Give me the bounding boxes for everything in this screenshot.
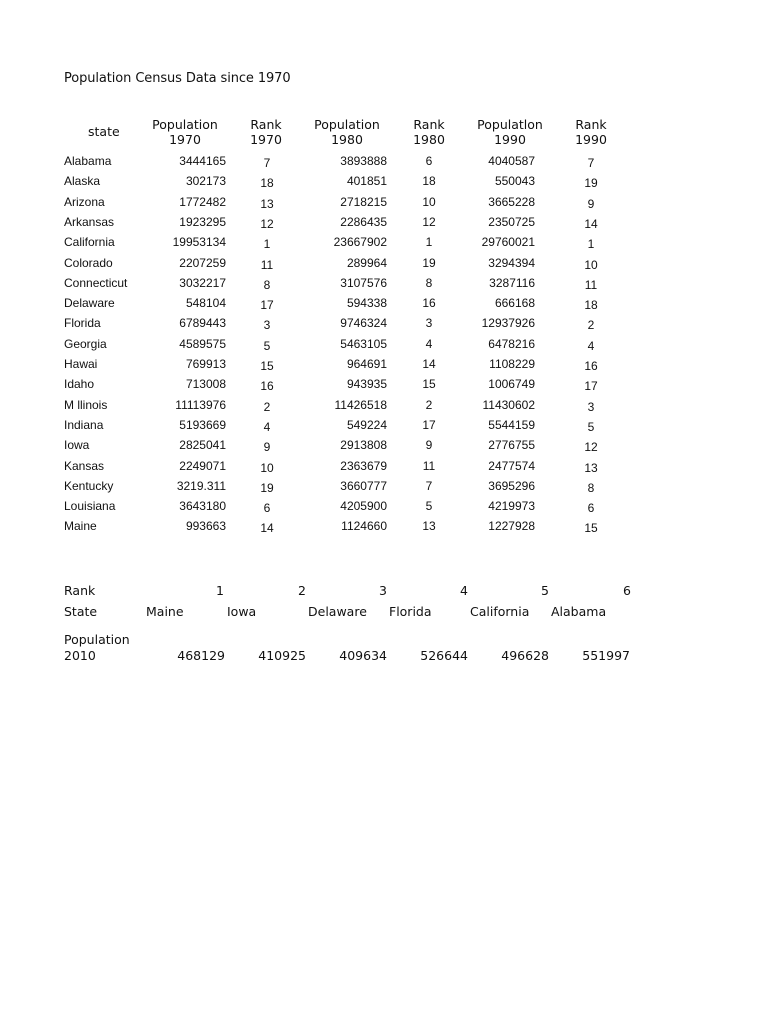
population-1980-cell: 11426518 xyxy=(334,397,387,412)
rank-1990-cell: 7 xyxy=(587,156,595,170)
population-1970-cell: 6789443 xyxy=(179,316,226,331)
population-1980-cell: 4205900 xyxy=(340,499,387,514)
state-cell: Colorado xyxy=(64,255,113,270)
rank-1980-cell: 2 xyxy=(425,397,433,412)
population-1970-cell: 2249071 xyxy=(179,458,226,473)
rank-value: 4 xyxy=(460,583,468,598)
header-population-1970: Population 1970 xyxy=(152,117,218,147)
rank-1990-cell: 11 xyxy=(584,277,598,292)
rank-1990-cell: 18 xyxy=(584,298,598,313)
table-row xyxy=(0,296,768,316)
table-row xyxy=(0,256,768,276)
rank-1970-cell: 5 xyxy=(263,338,271,353)
population-1970-cell: 1772482 xyxy=(179,194,226,209)
population-1990-cell: 2350725 xyxy=(488,214,535,229)
rank-1980-cell: 14 xyxy=(422,357,436,371)
rank-1970-cell: 19 xyxy=(260,480,274,495)
population-1990-cell: 12937926 xyxy=(481,316,535,331)
population-1990-cell: 11430602 xyxy=(482,397,535,412)
population-1990-cell: 2477574 xyxy=(488,458,535,473)
rank-row-label: Rank xyxy=(64,583,96,598)
rank-1970-cell: 13 xyxy=(260,196,274,211)
rank-1990-cell: 12 xyxy=(584,440,598,455)
header-rank-1990: Rank 1990 xyxy=(575,117,607,147)
population-1990-cell: 6478216 xyxy=(488,336,535,351)
state-value: California xyxy=(470,604,530,619)
rank-1970-cell: 7 xyxy=(263,156,271,170)
state-cell: Kentucky xyxy=(64,478,114,493)
rank-1980-cell: 1 xyxy=(425,235,433,250)
population-1990-cell: 4040587 xyxy=(488,154,535,168)
state-cell: Indiana xyxy=(64,417,104,432)
table-row xyxy=(0,499,768,519)
rank-value: 6 xyxy=(623,583,631,598)
rank-1970-cell: 16 xyxy=(260,379,274,394)
population-1990-cell: 3695296 xyxy=(488,478,535,493)
population-1980-cell: 23667902 xyxy=(333,235,387,250)
population-1980-cell: 2718215 xyxy=(340,194,387,209)
rank-1990-cell: 8 xyxy=(587,480,595,495)
population-value: 410925 xyxy=(258,648,306,663)
rank-value: 1 xyxy=(216,583,224,598)
rank-1980-cell: 18 xyxy=(422,174,436,189)
rank-value: 3 xyxy=(379,583,387,598)
population-1990-cell: 550043 xyxy=(494,174,535,189)
population-1970-cell: 3643180 xyxy=(179,499,226,514)
population-1980-cell: 5463105 xyxy=(340,336,387,351)
table-row xyxy=(0,398,768,418)
population-1990-cell: 2776755 xyxy=(488,438,535,453)
population-value: 526644 xyxy=(420,648,468,663)
rank-1990-cell: 4 xyxy=(587,338,595,353)
population-1970-cell: 4589575 xyxy=(179,336,226,351)
rank-1980-cell: 8 xyxy=(425,275,433,290)
table-row xyxy=(0,174,768,194)
population-1970-cell: 769913 xyxy=(185,357,226,371)
population-1980-cell: 3893888 xyxy=(340,154,387,168)
rank-1990-cell: 16 xyxy=(584,359,598,373)
population-1980-cell: 2286435 xyxy=(340,214,387,229)
rank-1990-cell: 14 xyxy=(584,216,598,231)
population-value: 468129 xyxy=(177,648,225,663)
rank-1990-cell: 9 xyxy=(587,196,595,211)
rank-1990-cell: 10 xyxy=(584,257,598,272)
rank-1970-cell: 15 xyxy=(260,359,274,373)
rank-1970-cell: 8 xyxy=(263,277,271,292)
header-rank-1980: Rank 1980 xyxy=(413,117,445,147)
population-1970-cell: 302173 xyxy=(185,174,226,189)
rank-1980-cell: 16 xyxy=(422,296,436,311)
state-cell: Iowa xyxy=(64,438,90,453)
rank-1980-cell: 5 xyxy=(425,499,433,514)
rank-1970-cell: 6 xyxy=(263,501,271,516)
rank-1980-cell: 11 xyxy=(422,458,436,473)
population-1980-cell: 2363679 xyxy=(340,458,387,473)
rank-1980-cell: 15 xyxy=(422,377,436,392)
rank-1980-cell: 4 xyxy=(425,336,433,351)
state-cell: Maine xyxy=(64,519,97,534)
rank-1990-cell: 19 xyxy=(584,176,598,191)
state-cell: Arizona xyxy=(64,194,105,209)
rank-1970-cell: 10 xyxy=(260,460,274,475)
rank-1970-cell: 17 xyxy=(260,298,274,313)
rank-1990-cell: 5 xyxy=(587,419,595,434)
table-row xyxy=(0,195,768,215)
state-cell: Florida xyxy=(64,316,101,331)
state-cell: Arkansas xyxy=(64,214,115,229)
state-cell: Delaware xyxy=(64,296,115,311)
header-population-1990: Populatlon 1990 xyxy=(477,117,543,147)
population-1990-cell: 3665228 xyxy=(488,194,535,209)
table-row xyxy=(0,215,768,235)
state-value: Iowa xyxy=(227,604,257,619)
header-state: state xyxy=(88,124,120,139)
rank-1990-cell: 17 xyxy=(584,379,598,394)
table-row xyxy=(0,418,768,438)
table-row xyxy=(0,438,768,458)
table-row xyxy=(0,519,768,539)
table-row xyxy=(0,479,768,499)
state-value: Florida xyxy=(389,604,432,619)
population-1970-cell: 19953134 xyxy=(172,235,226,250)
state-value: Delaware xyxy=(308,604,367,619)
rank-1990-cell: 6 xyxy=(587,501,595,516)
population-1990-cell: 3287116 xyxy=(489,275,535,290)
population-1970-cell: 3032217 xyxy=(179,275,226,290)
rank-1980-cell: 13 xyxy=(422,519,436,534)
rank-1970-cell: 18 xyxy=(260,176,274,191)
population-1970-cell: 11113976 xyxy=(175,397,226,412)
table-row xyxy=(0,154,768,174)
population-1980-cell: 401851 xyxy=(346,174,387,189)
rank-1980-cell: 9 xyxy=(425,438,433,453)
rank-1980-cell: 17 xyxy=(422,417,436,432)
table-row xyxy=(0,276,768,296)
population-value: 551997 xyxy=(582,648,630,663)
rank-1980-cell: 6 xyxy=(425,154,433,168)
rank-1970-cell: 11 xyxy=(260,257,274,272)
population-1980-cell: 1124660 xyxy=(341,519,387,534)
population-1980-cell: 289964 xyxy=(346,255,387,270)
state-cell: Georgia xyxy=(64,336,107,351)
rank-1990-cell: 13 xyxy=(584,460,598,475)
rank-1980-cell: 7 xyxy=(425,478,433,493)
population-1970-cell: 2825041 xyxy=(179,438,226,453)
state-cell: California xyxy=(64,235,115,250)
population-1980-cell: 3107576 xyxy=(340,275,387,290)
population-1970-cell: 1923295 xyxy=(179,214,226,229)
population-1980-cell: 549224 xyxy=(346,417,387,432)
population-1990-cell: 1108229 xyxy=(489,357,535,371)
state-cell: Alaska xyxy=(64,174,101,189)
rank-1990-cell: 1 xyxy=(587,237,595,252)
table-row xyxy=(0,316,768,336)
state-cell: Idaho xyxy=(64,377,95,392)
rank-1970-cell: 2 xyxy=(263,399,271,414)
state-value: Maine xyxy=(146,604,184,619)
population-1990-cell: 3294394 xyxy=(488,255,535,270)
population-row-label: Population 2010 xyxy=(64,632,130,663)
population-1970-cell: 5193669 xyxy=(179,417,226,432)
population-1990-cell: 29760021 xyxy=(481,235,535,250)
population-1970-cell: 993663 xyxy=(185,519,226,534)
population-1980-cell: 964691 xyxy=(346,357,387,371)
population-1970-cell: 3444165 xyxy=(179,154,226,168)
population-1990-cell: 5544159 xyxy=(488,417,535,432)
state-cell: Hawai xyxy=(64,357,98,371)
population-1980-cell: 9746324 xyxy=(340,316,387,331)
state-cell: Alabama xyxy=(64,154,112,168)
state-row-label: State xyxy=(64,604,98,619)
state-cell: Connecticut xyxy=(64,275,128,290)
population-1980-cell: 594338 xyxy=(346,296,387,311)
population-1990-cell: 4219973 xyxy=(488,499,535,514)
rank-1990-cell: 2 xyxy=(587,318,595,333)
rank-1970-cell: 4 xyxy=(263,419,271,434)
header-population-1980: Population 1980 xyxy=(314,117,380,147)
state-cell: Louisiana xyxy=(64,499,116,514)
state-value: Alabama xyxy=(551,604,607,619)
table-row xyxy=(0,357,768,377)
population-1970-cell: 2207259 xyxy=(179,255,226,270)
rank-1980-cell: 3 xyxy=(425,316,433,331)
rank-1980-cell: 19 xyxy=(422,255,436,270)
rank-1970-cell: 9 xyxy=(263,440,271,455)
population-1980-cell: 2913808 xyxy=(340,438,387,453)
rank-1970-cell: 3 xyxy=(263,318,271,333)
population-1970-cell: 3219.311 xyxy=(176,478,226,493)
rank-value: 5 xyxy=(541,583,549,598)
table-row xyxy=(0,459,768,479)
population-1980-cell: 3660777 xyxy=(340,478,387,493)
rank-1980-cell: 10 xyxy=(422,194,436,209)
table-row xyxy=(0,235,768,255)
header-rank-1970: Rank 1970 xyxy=(250,117,282,147)
state-cell: Kansas xyxy=(64,458,105,473)
page-title: Population Census Data since 1970 xyxy=(64,71,291,86)
table-row xyxy=(0,377,768,397)
rank-1970-cell: 14 xyxy=(260,521,274,536)
table-row xyxy=(0,337,768,357)
population-1970-cell: 548104 xyxy=(185,296,226,311)
population-1990-cell: 1227928 xyxy=(488,519,535,534)
rank-1970-cell: 12 xyxy=(260,216,274,231)
rank-value: 2 xyxy=(298,583,306,598)
population-1980-cell: 943935 xyxy=(346,377,387,392)
state-cell: M llinois xyxy=(64,397,108,412)
population-1990-cell: 1006749 xyxy=(488,377,535,392)
population-1990-cell: 666168 xyxy=(494,296,535,311)
rank-1980-cell: 12 xyxy=(422,214,436,229)
population-value: 496628 xyxy=(501,648,549,663)
rank-1990-cell: 15 xyxy=(584,521,598,536)
population-1970-cell: 713008 xyxy=(185,377,226,392)
population-value: 409634 xyxy=(339,648,387,663)
rank-1990-cell: 3 xyxy=(587,399,595,414)
rank-1970-cell: 1 xyxy=(263,237,271,252)
